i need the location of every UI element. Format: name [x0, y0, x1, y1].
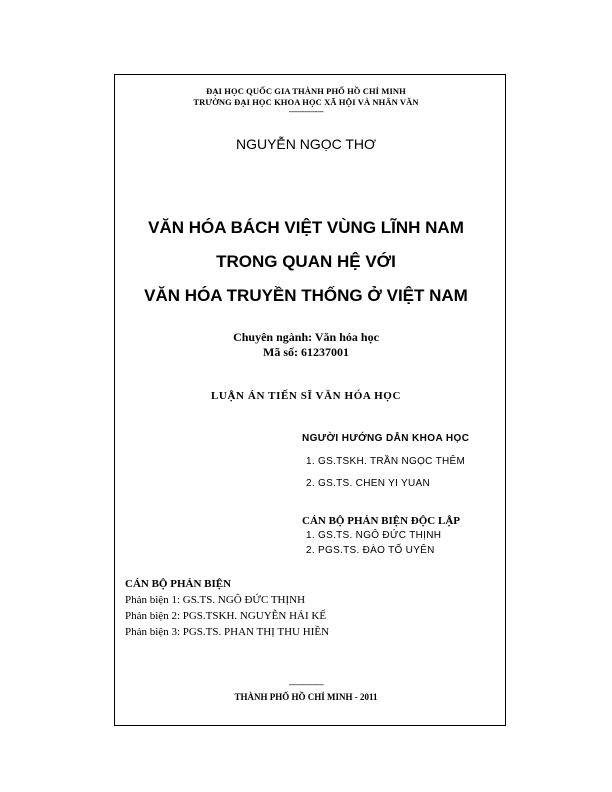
specialization-code: Mã số: 61237001	[263, 345, 349, 359]
independent-reviewers-heading: CÁN BỘ PHẢN BIỆN ĐỘC LẬP	[302, 515, 460, 527]
reviewer-item: Phản biện 1: GS.TS. NGÔ ĐỨC THỊNH	[125, 594, 306, 606]
reviewer-item: Phản biện 2: PGS.TSKH. NGUYỄN HẢI KẾ	[125, 610, 327, 622]
author-name: NGUYỄN NGỌC THƠ	[235, 136, 377, 152]
university-name: ĐẠI HỌC QUỐC GIA THÀNH PHỐ HỒ CHÍ MINH	[206, 86, 406, 96]
specialization-major: Chuyên ngành: Văn hóa học	[233, 330, 379, 344]
footer-divider: ----------------	[288, 680, 324, 689]
independent-reviewer-item: 2. PGS.TS. ĐÀO TỐ UYÊN	[306, 545, 435, 556]
title-line-1: VĂN HÓA BÁCH VIỆT VÙNG LĨNH NAM	[148, 218, 464, 237]
supervisor-item: 1. GS.TSKH. TRẦN NGỌC THÊM	[306, 456, 466, 467]
independent-reviewer-item: 1. GS.TS. NGÔ ĐỨC THỊNH	[306, 530, 442, 541]
title-line-3: VĂN HÓA TRUYỀN THỐNG Ở VIỆT NAM	[144, 286, 468, 305]
reviewer-item: Phản biện 3: PGS.TS. PHAN THỊ THU HIỀN	[125, 626, 330, 638]
supervisor-item: 2. GS.TS. CHEN YI YUAN	[306, 478, 431, 489]
school-name: TRƯỜNG ĐẠI HỌC KHOA HỌC XÃ HỘI VÀ NHÂN VĂN	[193, 97, 419, 107]
supervisors-heading: NGƯỜI HƯỚNG DẪN KHOA HỌC	[302, 433, 470, 444]
reviewers-heading: CÁN BỘ PHẢN BIỆN	[125, 578, 232, 590]
title-line-2: TRONG QUAN HỆ VỚI	[216, 252, 396, 271]
header-divider: ----------------	[288, 107, 324, 116]
degree-title: LUẬN ÁN TIẾN SĨ VĂN HÓA HỌC	[211, 390, 401, 402]
place-and-year: THÀNH PHỐ HỒ CHÍ MINH - 2011	[234, 692, 378, 702]
